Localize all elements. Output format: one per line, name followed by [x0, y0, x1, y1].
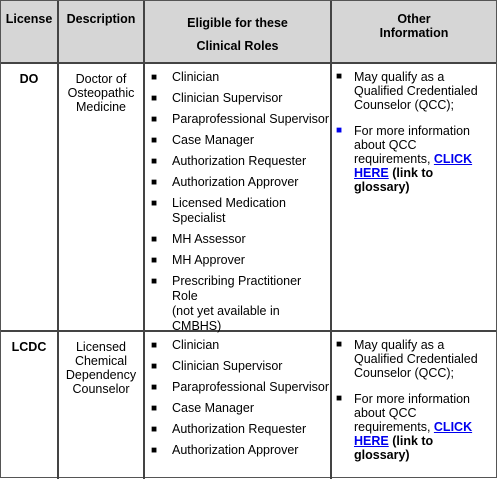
blue-bullet-icon: ■: [336, 125, 343, 136]
click-here-link[interactable]: HERE: [354, 434, 389, 448]
role-item: ■ Licensed Medication Specialist: [151, 196, 286, 225]
role-item: ■ Paraprofessional Supervisor: [151, 380, 330, 394]
role-item: ■ Clinician: [151, 338, 220, 352]
header-license: License: [5, 12, 53, 26]
role-item: ■ Authorization Requester: [151, 422, 307, 436]
role-item: ■ MH Approver: [151, 253, 245, 267]
role-item: ■ Clinician Supervisor: [151, 91, 283, 105]
row-do-description: Doctor of Osteopathic Medicine: [67, 72, 135, 114]
row-do-other-info: [332, 70, 496, 194]
role-item: ■ Case Manager: [151, 401, 254, 415]
role-item: ■ MH Assessor: [151, 232, 246, 246]
header-other-information: Other Information: [379, 12, 449, 40]
row-do-license: DO: [19, 72, 39, 86]
click-here-link[interactable]: HERE: [354, 166, 389, 180]
qcc-note: ■ May qualify as a Qualified Credentialed Counselor (QCC);: [336, 338, 478, 380]
click-here-link[interactable]: CLICK: [433, 420, 473, 434]
role-item: ■ Authorization Approver: [151, 443, 299, 457]
row-do-roles: [145, 70, 330, 340]
click-here-link[interactable]: CLICK: [433, 152, 473, 166]
role-item: ■ Prescribing Practitioner Role (not yet available in CMBHS): [151, 274, 302, 333]
qcc-note: ■ May qualify as a Qualified Credentialed Counselor (QCC);: [336, 70, 478, 112]
row-lcdc-roles: [145, 338, 330, 464]
header-eligible-roles: Eligible for these Clinical Roles: [187, 16, 288, 53]
role-item: ■ Clinician Supervisor: [151, 359, 283, 373]
row-lcdc-license: LCDC: [11, 340, 47, 354]
role-item: ■ Authorization Approver: [151, 175, 299, 189]
role-item: ■ Paraprofessional Supervisor: [151, 112, 330, 126]
role-item: ■ Authorization Requester: [151, 154, 307, 168]
qcc-more-info: ■ For more information about QCC requirements, CLICK HERE (link to glossary): [336, 392, 473, 462]
header-description: Description: [66, 12, 136, 26]
role-item: ■ Clinician: [151, 70, 220, 84]
qcc-more-info: ■ For more information about QCC requirements, CLICK HERE (link to glossary): [336, 124, 473, 194]
role-item: ■ Case Manager: [151, 133, 254, 147]
row-lcdc-description: Licensed Chemical Dependency Counselor: [65, 340, 137, 396]
row-lcdc-other-info: [332, 338, 496, 462]
